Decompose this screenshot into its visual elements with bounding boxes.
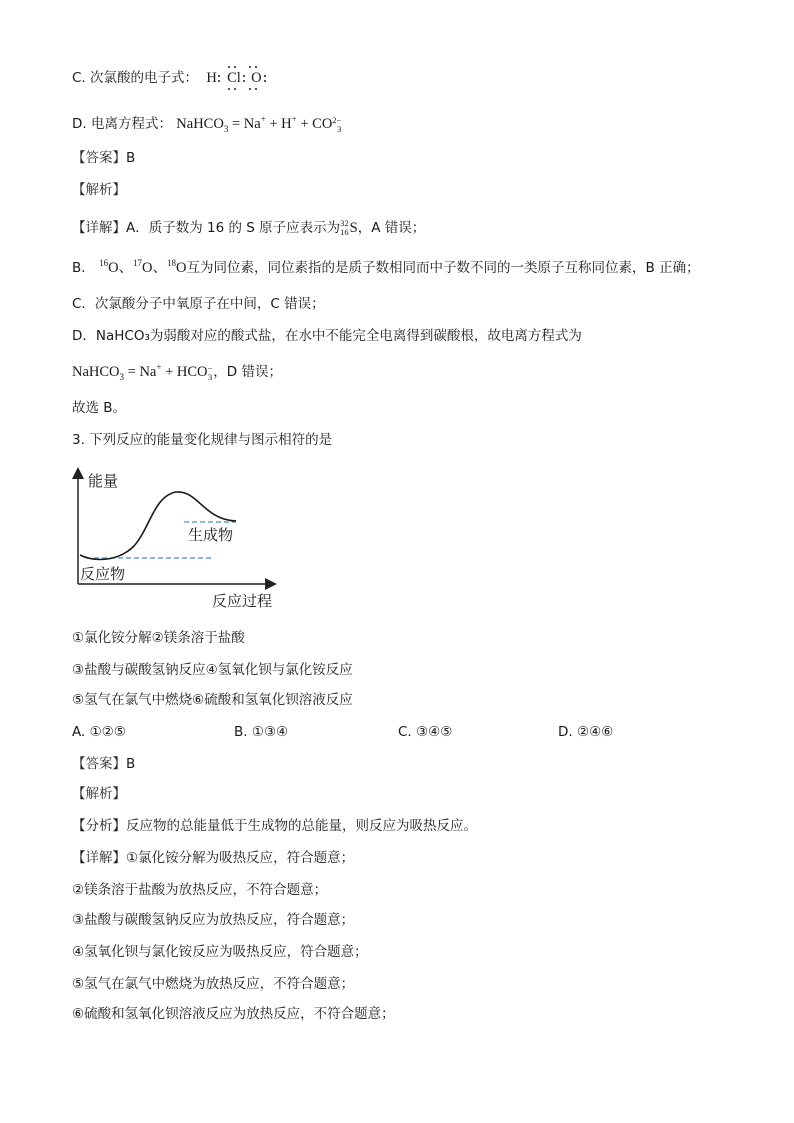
choice-a-text: A. ①②⑤ bbox=[72, 724, 126, 740]
detail-b-prefix: B． bbox=[72, 260, 95, 276]
item-34-text: ③盐酸与碳酸氢钠反应④氢氧化钡与氯化铵反应 bbox=[72, 662, 353, 678]
lewis-structure-hclo bbox=[206, 68, 261, 88]
sub-3: 3 bbox=[223, 123, 229, 134]
sub-3: 3 bbox=[337, 123, 342, 134]
x-axis-label: 反应过程 bbox=[212, 592, 273, 610]
choice-b-text: B. ①③④ bbox=[234, 724, 289, 740]
choice-b bbox=[234, 722, 288, 742]
element-s: S bbox=[349, 220, 358, 236]
q3-analysis-label bbox=[72, 784, 126, 804]
detail-c bbox=[72, 294, 325, 314]
q3-item-56 bbox=[72, 690, 353, 710]
choice-d-text: D. ②④⑥ bbox=[558, 724, 614, 740]
select-b bbox=[72, 398, 126, 418]
answer-label: 【答案】 bbox=[72, 756, 126, 772]
item-12-text: ①氯化铵分解②镁条溶于盐酸 bbox=[72, 630, 245, 646]
detail-b bbox=[72, 258, 700, 278]
option-d-equation bbox=[176, 116, 342, 132]
y-axis-label: 能量 bbox=[88, 472, 119, 490]
analysis-label: 【解析】 bbox=[72, 786, 126, 802]
choice-c bbox=[398, 722, 452, 742]
o: O bbox=[108, 260, 119, 276]
energy-diagram bbox=[66, 462, 286, 612]
detail-5-text: ⑤氢气在氯气中燃烧为放热反应，不符合题意； bbox=[72, 976, 355, 992]
analysis-label: 【解析】 bbox=[72, 182, 126, 198]
q3-item-12 bbox=[72, 628, 245, 648]
sub-3: 3 bbox=[119, 371, 125, 382]
lewis-cl: Cl bbox=[227, 70, 241, 86]
q3-detail-3 bbox=[72, 910, 354, 930]
sup-minus: − bbox=[207, 362, 213, 373]
eq-h: + H bbox=[265, 116, 292, 132]
q3-item-34 bbox=[72, 660, 353, 680]
answer-value: B bbox=[126, 150, 136, 166]
q2-answer bbox=[72, 148, 135, 168]
detail-d-equation bbox=[72, 362, 282, 382]
option-d-line bbox=[72, 114, 342, 134]
detail-d-text: D．NaHCO₃为弱酸对应的酸式盐，在水中不能完全电离得到碳酸根，故电离方程式为 bbox=[72, 328, 582, 344]
detail-d-tail: ，D 错误； bbox=[213, 364, 282, 380]
q3-answer bbox=[72, 754, 135, 774]
eq-hco: + HCO bbox=[161, 364, 208, 380]
detail-d bbox=[72, 326, 582, 346]
o: O bbox=[176, 260, 187, 276]
eq-na: = Na bbox=[124, 364, 157, 380]
option-c-line bbox=[72, 68, 262, 88]
choice-c-text: C. ③④⑤ bbox=[398, 724, 453, 740]
q3-detail-4 bbox=[72, 942, 368, 962]
sup-2minus: 2− bbox=[332, 114, 342, 125]
q2-analysis-label bbox=[72, 180, 126, 200]
q3-title-text: 3. 下列反应的能量变化规律与图示相符的是 bbox=[72, 432, 333, 448]
co3-scripts bbox=[332, 116, 341, 134]
lewis-h: H bbox=[206, 70, 217, 86]
iso-16: 16 bbox=[99, 258, 109, 269]
oxygen-isotopes bbox=[99, 260, 186, 276]
mass-number: 32 bbox=[340, 218, 349, 228]
eq-co: + CO bbox=[296, 116, 333, 132]
answer-value: B bbox=[126, 756, 136, 772]
choice-a bbox=[72, 722, 126, 742]
q3-detail-2 bbox=[72, 880, 327, 900]
reactant-label: 反应物 bbox=[80, 565, 126, 583]
eq-na: = Na bbox=[228, 116, 261, 132]
detail-a-text: 【详解】A．质子数为 16 的 S 原子应表示为 bbox=[72, 220, 341, 236]
option-c-text: C. 次氯酸的电子式： bbox=[72, 70, 199, 86]
sep: 、 bbox=[152, 260, 168, 276]
sup-plus: + bbox=[156, 362, 162, 373]
ionization-equation bbox=[72, 364, 213, 380]
detail-a-tail: ，A 错误； bbox=[357, 220, 426, 236]
detail-6-text: ⑥硫酸和氢氧化钡溶液反应为放热反应，不符合题意； bbox=[72, 1006, 395, 1022]
answer-label: 【答案】 bbox=[72, 150, 126, 166]
detail-3-text: ③盐酸与碳酸氢钠反应为放热反应，符合题意； bbox=[72, 912, 355, 928]
detail-a bbox=[72, 218, 425, 238]
q3-fenxi bbox=[72, 816, 477, 836]
sub-3: 3 bbox=[208, 371, 213, 382]
iso-18: 18 bbox=[167, 258, 177, 269]
q3-detail-5 bbox=[72, 974, 354, 994]
q3-detail-6 bbox=[72, 1004, 395, 1024]
atomic-number: 16 bbox=[340, 227, 349, 237]
q3-detail-1 bbox=[72, 848, 354, 868]
eq-nahco: NaHCO bbox=[176, 116, 224, 132]
q3-title bbox=[72, 430, 332, 450]
option-d-text: D. 电离方程式： bbox=[72, 116, 172, 132]
sup-plus: + bbox=[291, 114, 297, 125]
fenxi-text: 【分析】反应物的总能量低于生成物的总能量，则反应为吸热反应。 bbox=[72, 818, 477, 834]
detail-4-text: ④氢氧化钡与氯化铵反应为吸热反应，符合题意； bbox=[72, 944, 368, 960]
s-nuclide-scripts bbox=[340, 219, 349, 237]
iso-17: 17 bbox=[133, 258, 143, 269]
detail-2-text: ②镁条溶于盐酸为放热反应，不符合题意； bbox=[72, 882, 328, 898]
select-b-text: 故选 B。 bbox=[72, 400, 127, 416]
sup-plus: + bbox=[260, 114, 266, 125]
detail-1-text: 【详解】①氯化铵分解为吸热反应，符合题意； bbox=[72, 850, 355, 866]
hco3-scripts bbox=[208, 364, 213, 382]
sep: 、 bbox=[118, 260, 134, 276]
choice-d bbox=[558, 722, 613, 742]
detail-c-text: C．次氯酸分子中氧原子在中间，C 错误； bbox=[72, 296, 325, 312]
detail-b-tail: 互为同位素，同位素指的是质子数相同而中子数不同的一类原子互称同位素，B 正确； bbox=[186, 260, 700, 276]
lewis-o: O bbox=[251, 70, 262, 86]
eq-nahco: NaHCO bbox=[72, 364, 120, 380]
item-56-text: ⑤氢气在氯气中燃烧⑥硫酸和氢氧化钡溶液反应 bbox=[72, 692, 353, 708]
o: O bbox=[142, 260, 153, 276]
product-label: 生成物 bbox=[188, 526, 234, 544]
